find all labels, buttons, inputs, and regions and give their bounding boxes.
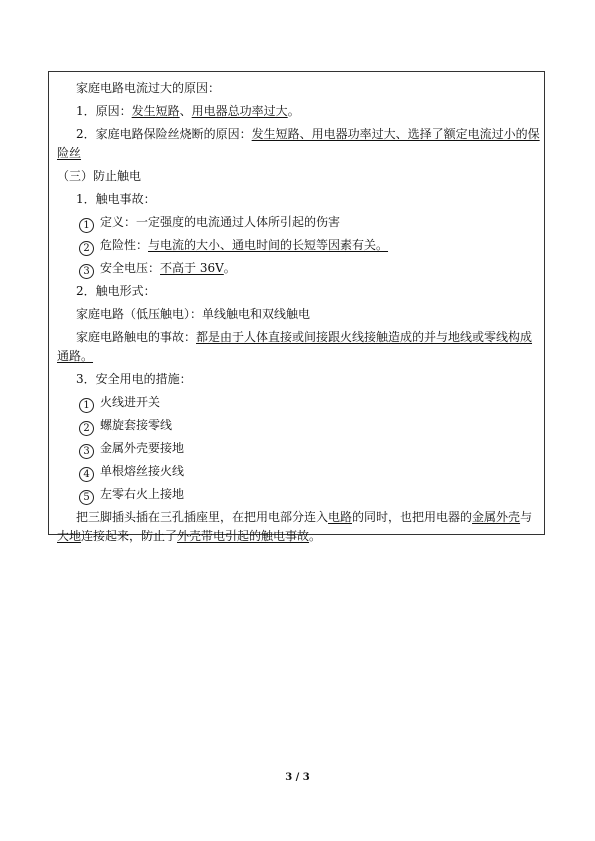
text-line <box>49 126 544 142</box>
text: 金属外壳要接地 <box>100 441 185 455</box>
list-item <box>49 440 544 459</box>
list-item <box>49 417 544 436</box>
circled-number: 3 <box>79 264 94 279</box>
underlined-answer: 发生短路、用电器功率过大、选择了额定电流过小的保 <box>251 127 540 141</box>
text: 火线进开关 <box>100 395 161 409</box>
text: 、 <box>179 104 192 118</box>
circled-number: 5 <box>79 490 94 505</box>
text: 左零右火上接地 <box>100 487 185 501</box>
list-item <box>49 486 544 505</box>
content-table-cell <box>48 71 545 543</box>
text-line <box>49 329 544 345</box>
underlined-answer: 发生短路 <box>131 104 180 118</box>
list-item <box>49 463 544 482</box>
text: 。 <box>223 261 236 275</box>
list-item <box>49 394 544 413</box>
circled-number: 1 <box>79 398 94 413</box>
text-line <box>49 371 544 387</box>
page-number: 3 / 3 <box>285 772 310 783</box>
text: 的同时，也把用电器的 <box>352 510 473 524</box>
underlined-answer: 都是由于人体直接或间接跟火线接触造成的并与地线或零线构成 <box>196 330 533 344</box>
text: 3．安全用电的措施： <box>76 372 192 386</box>
text: 连接起来，防止了 <box>81 529 178 543</box>
circled-number: 1 <box>79 218 94 233</box>
text-line <box>49 509 544 525</box>
text: 单根熔丝接火线 <box>100 464 185 478</box>
text-line <box>49 283 544 299</box>
text: 1．触电事故： <box>76 192 156 206</box>
underlined-answer: 险丝 <box>57 146 82 160</box>
underlined-answer: 外壳带电引起的触电事故 <box>177 529 310 543</box>
text: 2．触电形式： <box>76 284 156 298</box>
list-item <box>49 237 544 256</box>
circled-number: 2 <box>79 421 94 436</box>
text: 螺旋套接零线 <box>100 418 173 432</box>
text: 定义：一定强度的电流通过人体所引起的伤害 <box>100 215 341 229</box>
text-line <box>49 306 544 322</box>
text: 安全电压： <box>100 261 161 275</box>
text-line <box>49 348 544 364</box>
circled-number: 4 <box>79 467 94 482</box>
list-item <box>49 214 544 233</box>
text-line <box>49 528 544 544</box>
circled-number: 3 <box>79 444 94 459</box>
underlined-answer: 不高于 36V <box>160 261 224 275</box>
underlined-answer: 大地 <box>57 529 82 543</box>
underlined-answer: 通路。 <box>57 349 94 363</box>
text: 1．原因： <box>76 104 132 118</box>
circled-number: 2 <box>79 241 94 256</box>
text: 家庭电路（低压触电）：单线触电和双线触电 <box>76 307 311 321</box>
text: 危险性： <box>100 238 149 252</box>
underlined-answer: 金属外壳 <box>472 510 521 524</box>
text: 2．家庭电路保险丝烧断的原因： <box>76 127 252 141</box>
underlined-answer: 与电流的大小、通电时间的长短等因素有关。 <box>148 238 389 252</box>
text: （三）防止触电 <box>57 169 142 183</box>
text: 。 <box>309 529 322 543</box>
text: 与 <box>520 510 533 524</box>
text-line <box>49 191 544 207</box>
text: 家庭电路触电的事故： <box>76 330 197 344</box>
section-heading <box>49 168 544 184</box>
underlined-answer: 用电器总功率过大 <box>191 104 288 118</box>
list-item <box>49 260 544 279</box>
text-line <box>49 103 544 119</box>
text-line <box>49 145 544 161</box>
underlined-answer: 电路 <box>328 510 353 524</box>
text: 把三脚插头插在三孔插座里，在把用电部分连入 <box>76 510 329 524</box>
text: 家庭电路电流过大的原因： <box>76 81 221 95</box>
text: 。 <box>287 104 300 118</box>
text-line <box>49 80 544 96</box>
